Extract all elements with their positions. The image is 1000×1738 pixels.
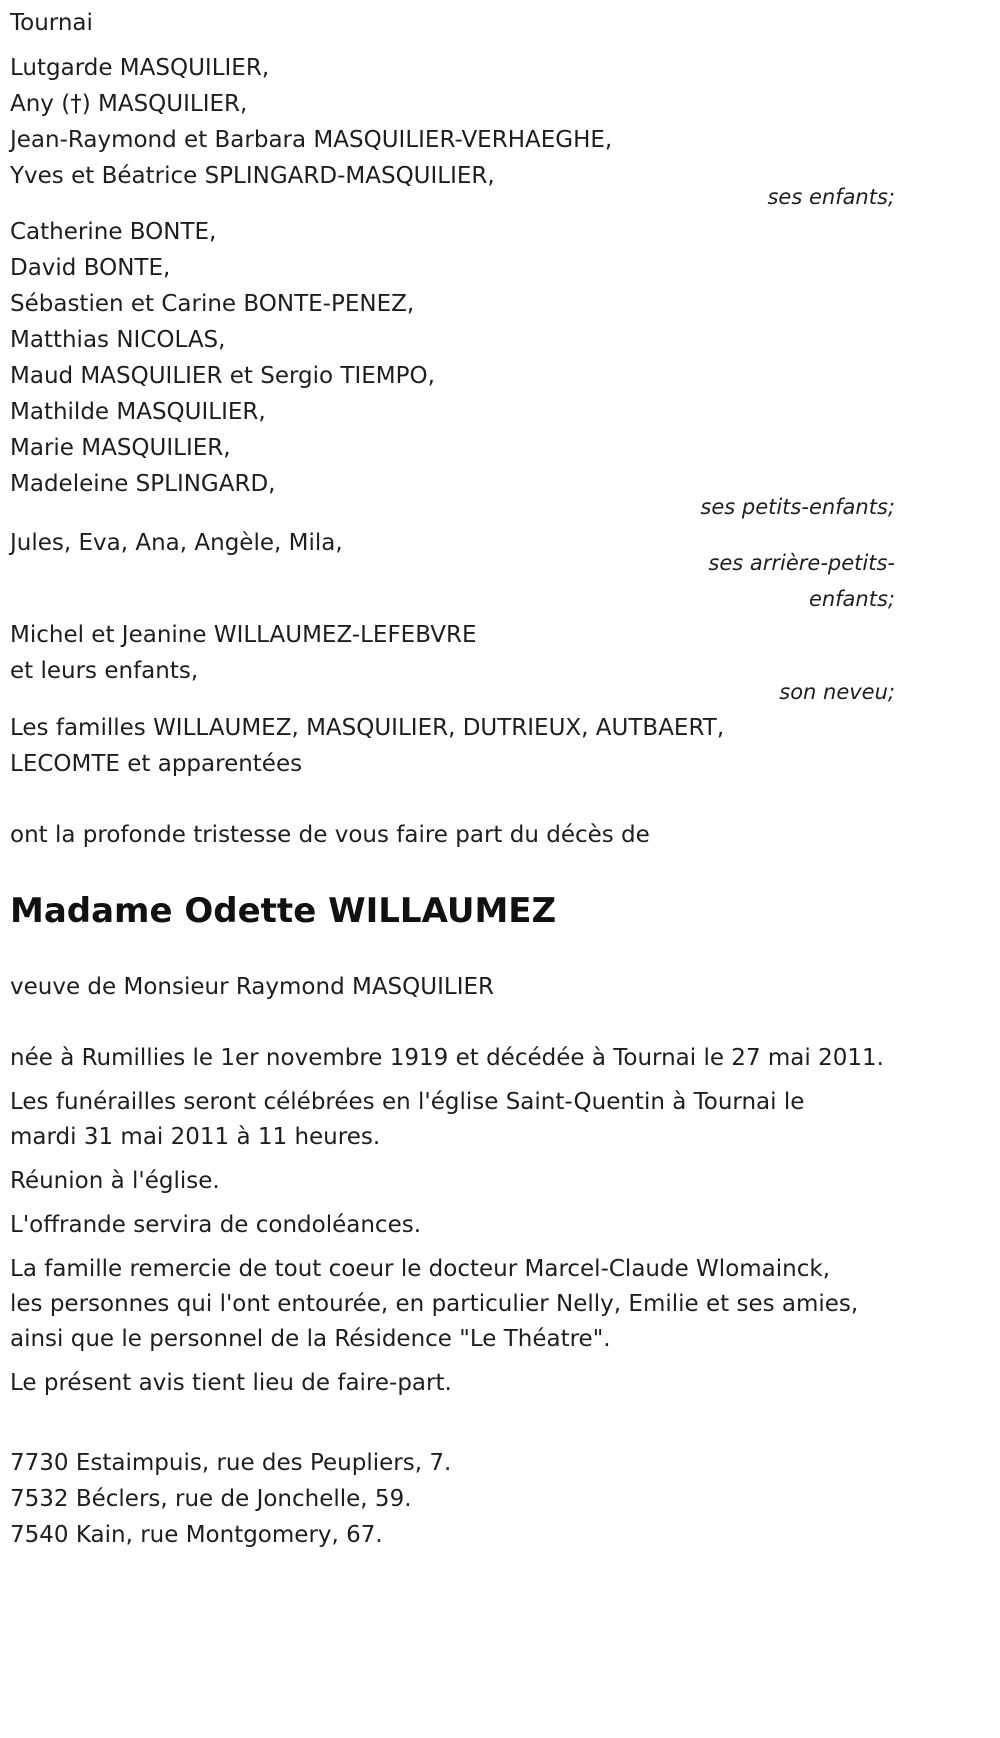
grandchildren-role-label: ses petits-enfants; (700, 495, 895, 519)
great-grandchildren-list (10, 525, 343, 561)
grandchild-name: Marie MASQUILIER, (10, 435, 231, 461)
grandchild-name: Madeleine SPLINGARD, (10, 471, 276, 497)
deceased-name: Madame Odette WILLAUMEZ (10, 891, 557, 931)
grandchild-name: Sébastien et Carine BONTE-PENEZ, (10, 291, 415, 317)
paragraph-line: Les funérailles seront célébrées en l'église Saint-Quentin à Tournai le (10, 1089, 805, 1115)
child-name: Yves et Béatrice SPLINGARD-MASQUILIER, (10, 163, 495, 189)
grandchild-name: Mathilde MASQUILIER, (10, 399, 266, 425)
paragraph-line: L'offrande servira de condoléances. (10, 1212, 422, 1238)
funeral-info (10, 1041, 900, 1410)
child-name: Jean-Raymond et Barbara MASQUILIER-VERHAEGHE, (10, 127, 613, 153)
families-list (10, 710, 724, 782)
families-line: Les familles WILLAUMEZ, MASQUILIER, DUTRIEUX, AUTBAERT, (10, 715, 725, 741)
nephew-name: Michel et Jeanine WILLAUMEZ-LEFEBVRE (10, 622, 477, 648)
paragraph-line: née à Rumillies le 1er novembre 1919 et décédée à Tournai le 27 mai 2011. (10, 1045, 884, 1071)
children-role-label: ses enfants; (767, 185, 895, 209)
address-line: 7730 Estaimpuis, rue des Peupliers, 7. (10, 1450, 452, 1476)
grandchild-name: Maud MASQUILIER et Sergio TIEMPO, (10, 363, 435, 389)
paragraph-line: ainsi que le personnel de la Résidence "Le Théatre". (10, 1326, 611, 1352)
nephew-name: et leurs enfants, (10, 658, 199, 684)
nephew-list (10, 617, 477, 689)
paragraph-line: les personnes qui l'ont entourée, en particulier Nelly, Emilie et ses amies, (10, 1291, 859, 1317)
address-line: 7532 Béclers, rue de Jonchelle, 59. (10, 1486, 412, 1512)
paragraph-line: La famille remercie de tout coeur le docteur Marcel-Claude Wlomainck, (10, 1256, 831, 1282)
families-line: LECOMTE et apparentées (10, 751, 303, 777)
announcement-intro: ont la profonde tristesse de vous faire part du décès de (10, 822, 650, 848)
city-heading: Tournai (10, 10, 93, 36)
great-grandchildren-names: Jules, Eva, Ana, Angèle, Mila, (10, 530, 343, 556)
paragraph-line: Le présent avis tient lieu de faire-part. (10, 1370, 452, 1396)
grandchildren-list (10, 214, 435, 502)
meeting-paragraph (10, 1164, 900, 1199)
great-grandchildren-role-line: enfants; (808, 587, 895, 611)
grandchild-name: Catherine BONTE, (10, 219, 217, 245)
widow-of-line: veuve de Monsieur Raymond MASQUILIER (10, 974, 494, 1000)
funeral-paragraph (10, 1085, 900, 1155)
grandchild-name: Matthias NICOLAS, (10, 327, 226, 353)
great-grandchildren-role-line: ses arrière-petits- (708, 551, 895, 575)
paragraph-line: mardi 31 mai 2011 à 11 heures. (10, 1124, 381, 1150)
thanks-paragraph (10, 1252, 900, 1357)
grandchild-name: David BONTE, (10, 255, 171, 281)
birth-death-paragraph (10, 1041, 900, 1076)
child-name: Any (†) MASQUILIER, (10, 91, 248, 117)
address-line: 7540 Kain, rue Montgomery, 67. (10, 1522, 383, 1548)
offering-paragraph (10, 1208, 900, 1243)
notice-paragraph (10, 1366, 900, 1401)
paragraph-line: Réunion à l'église. (10, 1168, 220, 1194)
children-list (10, 50, 612, 194)
nephew-role-label: son neveu; (779, 680, 895, 704)
child-name: Lutgarde MASQUILIER, (10, 55, 270, 81)
great-grandchildren-role-label (708, 545, 895, 617)
addresses-list (10, 1445, 451, 1553)
